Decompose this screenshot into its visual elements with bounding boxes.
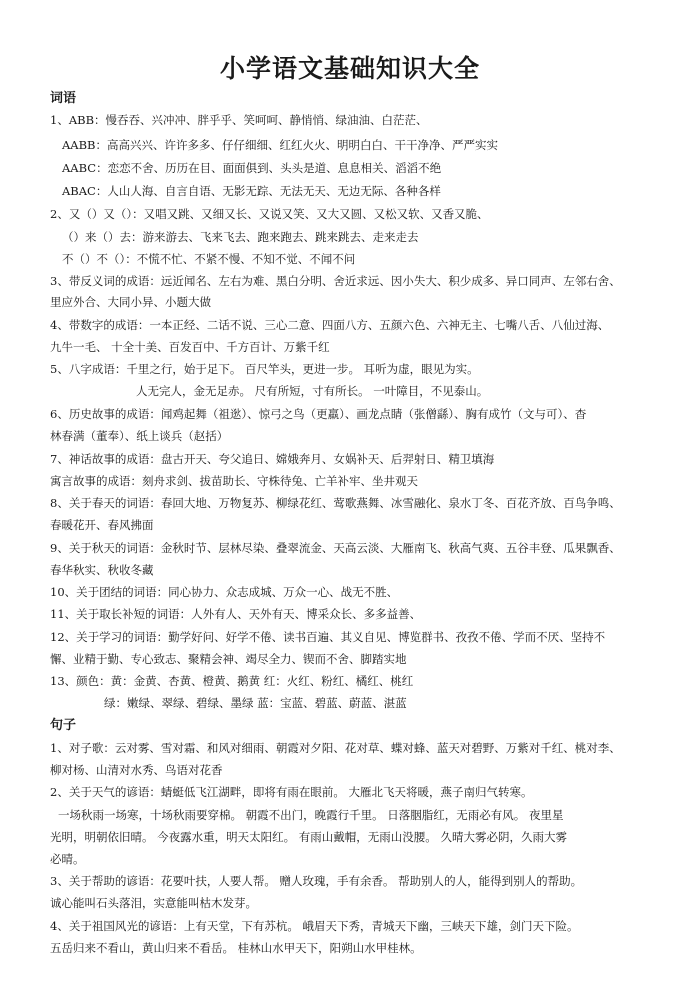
text-line: 8、关于春天的词语：春回大地、万物复苏、柳绿花红、莺歌燕舞、冰雪融化、泉水丁冬、百花齐放、百鸟争鸣、 <box>50 496 621 510</box>
text-line: 7、神话故事的成语：盘古开天、夸父追日、嫦娥奔月、女娲补天、后羿射日、精卫填海 <box>50 452 495 466</box>
text-line: 五岳归来不看山，黄山归来不看岳。 桂林山水甲天下，阳朔山水甲桂林。 <box>50 941 422 955</box>
text-line: 寓言故事的成语：刻舟求剑、拔苗助长、守株待兔、亡羊补牢、坐井观天 <box>50 474 418 488</box>
text-line: 9、关于秋天的词语：金秋时节、层林尽染、叠翠流金、天高云淡、大雁南飞、秋高气爽、五谷丰登、瓜果飘香、 <box>50 541 621 555</box>
text-line: 3、关于帮助的谚语：花要叶扶，人要人帮。 赠人玫瑰，手有余香。 帮助别人的人，能得到别人的帮助。 <box>50 874 583 888</box>
text-line: 12、关于学习的词语：勤学好问、好学不倦、读书百遍、其义自见、博览群书、孜孜不倦、学而不厌、坚持不 <box>50 630 606 644</box>
text-line: 1、对子歌：云对雾、雪对霜、和风对细雨、朝霞对夕阳、花对草、蝶对蜂、蓝天对碧野、万紫对千红、桃对李、 <box>50 741 621 755</box>
section-heading-words: 词语 <box>50 91 77 106</box>
text-line: 11、关于取长补短的词语：人外有人、天外有天、博采众长、多多益善、 <box>50 607 422 621</box>
text-line: （）来（）去：游来游去、飞来飞去、跑来跑去、跳来跳去、走来走去 <box>62 230 419 244</box>
text-line: 柳对杨、山清对水秀、鸟语对花香 <box>50 763 223 777</box>
text-line: 绿：嫩绿、翠绿、碧绿、墨绿 蓝：宝蓝、碧蓝、蔚蓝、湛蓝 <box>104 696 407 710</box>
text-line: 5、八字成语：千里之行，始于足下。 百尺竿头，更进一步。 耳听为虚，眼见为实。 <box>50 362 479 376</box>
text-line: 林春满（董奉）、纸上谈兵（赵括） <box>50 429 229 443</box>
text-line: 诚心能叫石头落泪，实意能叫枯木发芽。 <box>50 896 257 910</box>
text-line: 1、ABB：慢吞吞、兴冲冲、胖乎乎、笑呵呵、静悄悄、绿油油、白茫茫、 <box>50 113 428 127</box>
text-line: 4、关于祖国风光的谚语：上有天堂，下有苏杭。 峨眉天下秀，青城天下幽，三峡天下雄，剑门天下险。 <box>50 919 579 933</box>
text-line: 6、历史故事的成语：闻鸡起舞（祖逖）、惊弓之鸟（更羸）、画龙点睛（张僧繇）、胸有成竹（文与可）、杳 <box>50 407 587 421</box>
text-line: ABAC：人山人海、自言自语、无影无踪、无法无天、无边无际、各种各样 <box>62 184 441 198</box>
text-line: AABC：恋恋不舍、历历在目、面面俱到、头头是道、息息相关、滔滔不绝 <box>62 161 442 175</box>
text-line: 4、带数字的成语：一本正经、二话不说、三心二意、四面八方、五颜六色、六神无主、七嘴八舌、八仙过海、 <box>50 318 610 332</box>
text-line: 里应外合、大同小异、小题大做 <box>50 295 211 309</box>
text-line: 懈、业精于勤、专心致志、聚精会神、竭尽全力、锲而不舍、脚踏实地 <box>50 652 407 666</box>
text-line: 2、关于天气的谚语：蜻蜓低飞江湖畔，即将有雨在眼前。 大雁北飞天将暖，燕子南归气转寒。 <box>50 785 533 799</box>
text-line: 春暖花开、春风拂面 <box>50 518 154 532</box>
text-line: 13、颜色：黄：金黄、杏黄、橙黄、鹅黄 红：火红、粉红、橘红、桃红 <box>50 674 414 688</box>
text-line: 10、关于团结的词语：同心协力、众志成城、万众一心、战无不胜、 <box>50 585 399 599</box>
text-line: 必晴。 <box>50 852 85 866</box>
text-line: 九牛一毛、 十全十美、百发百中、千方百计、万紫千红 <box>50 340 330 354</box>
text-line: 春华秋实、秋收冬藏 <box>50 563 154 577</box>
text-line: 光明，明朝依旧晴。 今夜露水重，明天太阳红。 有雨山戴帽，无雨山没腰。 久晴大雾必阴，久雨大雾 <box>50 830 567 844</box>
text-line: 一场秋雨一场寒，十场秋雨要穿棉。 朝霞不出门，晚霞行千里。 日落胭脂红，无雨必有风。 夜里星 <box>58 808 564 822</box>
text-line: 人无完人，金无足赤。 尺有所短，寸有所长。 一叶障目，不见泰山。 <box>136 384 489 398</box>
text-line: 2、又（）又（）：又唱又跳、又细又长、又说又笑、又大又圆、又松又软、又香又脆、 <box>50 207 489 221</box>
text-line: 不（）不（）：不慌不忙、不紧不慢、不知不觉、不闻不问 <box>62 252 356 266</box>
page-title: 小学语文基础知识大全 <box>219 54 480 83</box>
text-line: 3、带反义词的成语：远近闻名、左右为难、黑白分明、舍近求远、因小失大、积少成多、异口同声、左邻右舍、 <box>50 274 621 288</box>
text-line: AABB：高高兴兴、许许多多、仔仔细细、红红火火、明明白白、干干净净、严严实实 <box>62 138 499 152</box>
section-heading-sentences: 句子 <box>50 718 77 733</box>
